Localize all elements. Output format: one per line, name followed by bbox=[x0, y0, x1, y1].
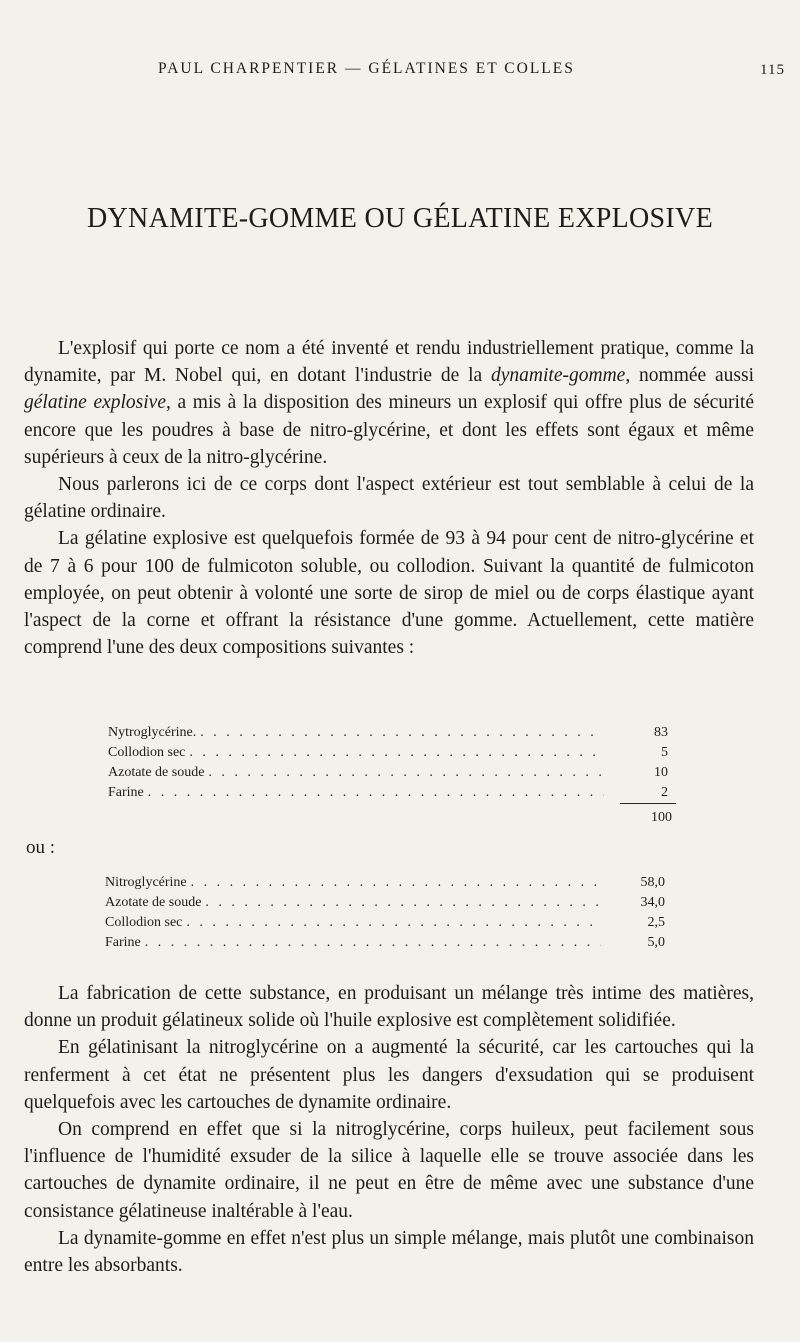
ingredient-value: 58,0 bbox=[640, 875, 665, 890]
ingredient-name: Azotate de soude bbox=[105, 895, 202, 910]
table-row bbox=[108, 743, 668, 763]
dot-leader bbox=[145, 933, 601, 953]
paragraph-1-term-dynamite-gomme: dynamite-gomme bbox=[491, 365, 626, 387]
ingredient-name: Collodion sec bbox=[105, 915, 183, 930]
table-row bbox=[108, 763, 668, 783]
running-head: PAUL CHARPENTIER — GÉLATINES ET COLLES bbox=[158, 60, 575, 77]
body-text-top bbox=[24, 335, 754, 661]
dot-leader bbox=[148, 783, 604, 803]
dot-leader bbox=[189, 743, 604, 763]
ingredient-name: Farine bbox=[105, 935, 141, 950]
paragraph-1-part-e: , a mis à la disposition des mineurs un explosif qui offre plus de sécurité encore que les poudres à base de nitro-glycérine, et dont les effets sont égaux et même supérieurs à ceux de la nitro-glycérine. bbox=[24, 392, 755, 468]
table-row bbox=[105, 893, 665, 913]
ingredient-value: 5 bbox=[661, 745, 668, 760]
ingredient-value: 2 bbox=[661, 785, 668, 800]
ingredient-name: Nitroglycérine bbox=[105, 875, 187, 890]
table-row bbox=[105, 913, 665, 933]
ingredient-value: 34,0 bbox=[640, 895, 665, 910]
composition-total: 100 bbox=[651, 810, 672, 825]
page-number: 115 bbox=[760, 62, 785, 78]
dot-leader bbox=[191, 873, 601, 893]
ingredient-value: 5,0 bbox=[647, 935, 665, 950]
composition-table-1 bbox=[108, 723, 668, 803]
paragraph-1 bbox=[24, 335, 754, 471]
ingredient-value: 2,5 bbox=[647, 915, 665, 930]
ingredient-name: Farine bbox=[108, 785, 144, 800]
body-text-bottom bbox=[24, 980, 754, 1279]
table-row bbox=[108, 783, 668, 803]
dot-leader bbox=[208, 763, 604, 783]
or-label: ou : bbox=[26, 837, 56, 858]
section-title: DYNAMITE-GOMME OU GÉLATINE EXPLOSIVE bbox=[87, 203, 713, 234]
paragraph-1-term-gelatine-explosive: gélatine explosive bbox=[24, 392, 166, 414]
paragraph-1-part-a: L'explosif qui porte ce nom a été inventé et rendu industriellement pratique, comme la dynamite, par M. Nobel qui, en dotant l'industrie de la bbox=[24, 338, 754, 387]
paragraph-5: En gélatinisant la nitroglycérine on a augmenté la sécurité, car les cartouches qui la renferment à cet état ne présentent plus les dangers d'exsudation qui se produisent quelquefois avec les cartouches de dynamite ordinaire. bbox=[24, 1037, 754, 1113]
ingredient-name: Collodion sec bbox=[108, 745, 186, 760]
ingredient-value: 83 bbox=[654, 725, 668, 740]
paragraph-4: La fabrication de cette substance, en produisant un mélange très intime des matières, donne un produit gélatineux solide où l'huile explosive est complètement solidifiée. bbox=[24, 983, 754, 1032]
table-row bbox=[105, 873, 665, 893]
table-row bbox=[105, 933, 665, 953]
dot-leader bbox=[186, 913, 601, 933]
paragraph-1-part-c: , nommée aussi bbox=[625, 365, 754, 387]
ingredient-name: Nytroglycérine. bbox=[108, 725, 197, 740]
paragraph-3: La gélatine explosive est quelquefois formée de 93 à 94 pour cent de nitro-glycérine et de 7 à 6 pour 100 de fulmicoton soluble, ou collodion. Suivant la quantité de fulmicoton employée, on peut obtenir à volonté une sorte de sirop de miel ou de corps élastique ayant l'aspect de la corne et offrant la résistance d'une gomme. Actuellement, cette matière comprend l'une des deux compositions suivantes : bbox=[24, 528, 754, 659]
ingredient-name: Azotate de soude bbox=[108, 765, 205, 780]
dot-leader bbox=[200, 723, 604, 743]
composition-table-2 bbox=[105, 873, 665, 953]
table-row bbox=[108, 723, 668, 743]
ingredient-value: 10 bbox=[654, 765, 668, 780]
sum-rule bbox=[620, 803, 676, 804]
dot-leader bbox=[205, 893, 601, 913]
paragraph-7: La dynamite-gomme en effet n'est plus un simple mélange, mais plutôt une combinaison entre les absorbants. bbox=[24, 1227, 754, 1277]
paragraph-6: On comprend en effet que si la nitroglycérine, corps huileux, peut facilement sous l'influence de l'humidité exsuder de la silice à laquelle elle se trouve associée dans les cartouches de dynamite ordinaire, il ne peut en être de même avec une substance d'une consistance gélatineuse inaltérable à l'eau. bbox=[24, 1119, 754, 1222]
paragraph-2: Nous parlerons ici de ce corps dont l'aspect extérieur est tout semblable à celui de la gélatine ordinaire. bbox=[24, 474, 754, 523]
